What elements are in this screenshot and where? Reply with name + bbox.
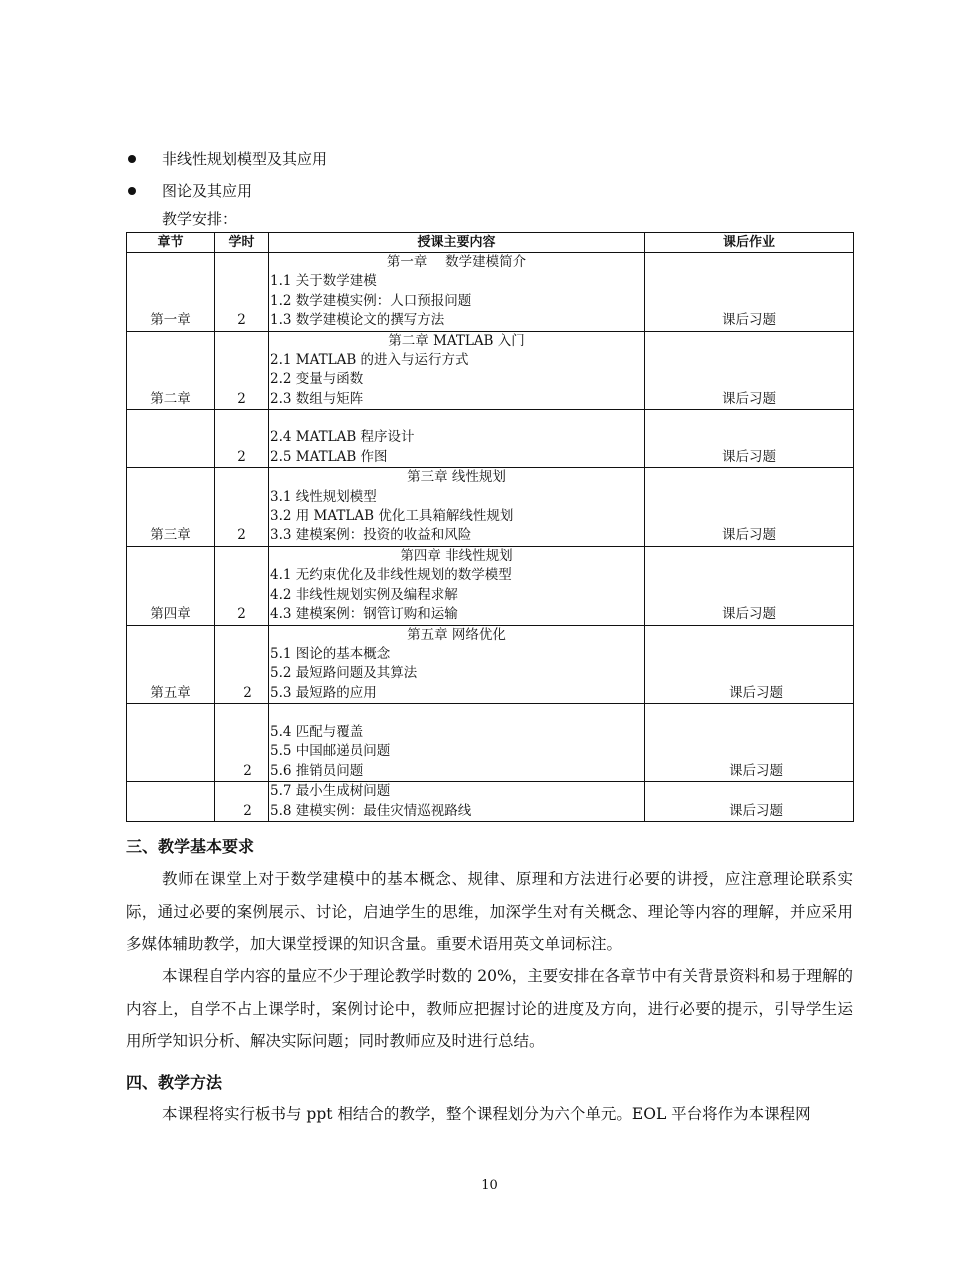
cell-hours: 2 bbox=[215, 468, 269, 547]
content-line: 5.8 建模实例：最佳灾情巡视路线 bbox=[270, 802, 472, 819]
table-row bbox=[127, 704, 854, 782]
content-line: 3.1 线性规划模型 bbox=[270, 488, 377, 505]
header-chapter: 章节 bbox=[127, 233, 215, 253]
header-homework: 课后作业 bbox=[645, 233, 854, 253]
cell-homework: 课后习题 bbox=[645, 410, 854, 468]
content-line: 5.1 图论的基本概念 bbox=[270, 645, 391, 662]
cell-hours: 2 bbox=[215, 253, 269, 332]
cell-hours: 2 bbox=[215, 546, 269, 625]
cell-homework: 课后习题 bbox=[645, 704, 854, 782]
bullet-dot-icon bbox=[128, 187, 136, 195]
cell-hours: 2 bbox=[215, 782, 269, 822]
cell-chapter bbox=[127, 410, 215, 468]
content-line: 4.1 无约束优化及非线性规划的数学模型 bbox=[270, 567, 512, 584]
section-3-heading: 三、教学基本要求 bbox=[126, 837, 255, 856]
content-line: 2.2 变量与函数 bbox=[270, 371, 364, 388]
table-header-row bbox=[127, 233, 854, 253]
cell-content bbox=[269, 253, 645, 332]
cell-chapter: 第一章 bbox=[127, 253, 215, 332]
cell-content bbox=[269, 546, 645, 625]
content-line: 2.3 数组与矩阵 bbox=[270, 390, 364, 407]
bullet-item bbox=[128, 175, 327, 207]
content-title: 第三章 线性规划 bbox=[407, 469, 506, 486]
cell-chapter: 第四章 bbox=[127, 546, 215, 625]
table-row bbox=[127, 546, 854, 625]
content-line: 5.5 中国邮递员问题 bbox=[270, 743, 391, 760]
content-line: 5.3 最短路的应用 bbox=[270, 684, 377, 701]
content-line: 4.3 建模案例：钢管订购和运输 bbox=[270, 606, 458, 623]
cell-homework: 课后习题 bbox=[645, 625, 854, 704]
content-line: 2.1 MATLAB 的进入与运行方式 bbox=[270, 352, 469, 369]
table-row bbox=[127, 253, 854, 332]
header-hours: 学时 bbox=[215, 233, 269, 253]
cell-content bbox=[269, 704, 645, 782]
table-row bbox=[127, 782, 854, 822]
section-3-paragraph-2: 本课程自学内容的量应不少于理论教学时数的 20%，主要安排在各章节中有关背景资料和易于理解的内容上，自学不占上课学时，案例讨论中，教师应把握讨论的进度及方向，进行必要的提示，引导学生运用所学知识分析、解决实际问题；同时教师应及时进行总结。 bbox=[126, 967, 853, 1050]
table-row bbox=[127, 410, 854, 468]
cell-chapter: 第三章 bbox=[127, 468, 215, 547]
bullet-item bbox=[128, 143, 327, 175]
section-4-heading: 四、教学方法 bbox=[126, 1073, 223, 1092]
cell-hours: 2 bbox=[215, 331, 269, 410]
cell-hours: 2 bbox=[215, 704, 269, 782]
content-line: 3.2 用 MATLAB 优化工具箱解线性规划 bbox=[270, 508, 514, 525]
cell-homework: 课后习题 bbox=[645, 253, 854, 332]
bullet-text: 非线性规划模型及其应用 bbox=[162, 150, 328, 168]
bullet-text: 图论及其应用 bbox=[162, 182, 253, 200]
content-line: 3.3 建模案例：投资的收益和风险 bbox=[270, 527, 472, 544]
section-4-paragraph-1: 本课程将实行板书与 ppt 相结合的教学，整个课程划分为六个单元。EOL 平台将作为本课程网 bbox=[162, 1105, 811, 1123]
cell-homework: 课后习题 bbox=[645, 782, 854, 822]
header-content: 授课主要内容 bbox=[269, 233, 645, 253]
cell-content bbox=[269, 410, 645, 468]
cell-hours: 2 bbox=[215, 410, 269, 468]
schedule-label: 教学安排： bbox=[162, 210, 238, 228]
content-title: 第二章 MATLAB 入门 bbox=[388, 332, 525, 349]
content-line: 5.7 最小生成树问题 bbox=[270, 783, 391, 800]
content-title: 第四章 非线性规划 bbox=[400, 547, 513, 564]
schedule-table bbox=[126, 232, 854, 822]
content-line: 5.4 匹配与覆盖 bbox=[270, 723, 364, 740]
table-row bbox=[127, 625, 854, 704]
content-line: 1.1 关于数学建模 bbox=[270, 273, 377, 290]
cell-hours: 2 bbox=[215, 625, 269, 704]
content-line: 5.2 最短路问题及其算法 bbox=[270, 665, 418, 682]
content-line: 2.4 MATLAB 程序设计 bbox=[270, 429, 415, 446]
cell-homework: 课后习题 bbox=[645, 546, 854, 625]
table-body bbox=[127, 253, 854, 822]
section-3-paragraph-1: 教师在课堂上对于数学建模中的基本概念、规律、原理和方法进行必要的讲授，应注意理论联系实际，通过必要的案例展示、讨论，启迪学生的思维，加深学生对有关概念、理论等内容的理解，并应采用多媒体辅助教学，加大课堂授课的知识含量。重要术语用英文单词标注。 bbox=[126, 870, 853, 953]
content-title: 第五章 网络优化 bbox=[407, 626, 506, 643]
cell-chapter: 第五章 bbox=[127, 625, 215, 704]
content-line: 4.2 非线性规划实例及编程求解 bbox=[270, 586, 458, 603]
table-row bbox=[127, 331, 854, 410]
cell-homework: 课后习题 bbox=[645, 468, 854, 547]
cell-content bbox=[269, 625, 645, 704]
table-row bbox=[127, 468, 854, 547]
cell-content bbox=[269, 782, 645, 822]
cell-content bbox=[269, 331, 645, 410]
bullet-dot-icon bbox=[128, 155, 136, 163]
page-number: 10 bbox=[481, 1178, 498, 1193]
bullet-list bbox=[128, 143, 327, 207]
cell-chapter bbox=[127, 782, 215, 822]
content-title: 第一章 数学建模简介 bbox=[386, 254, 527, 270]
cell-chapter bbox=[127, 704, 215, 782]
content-line: 2.5 MATLAB 作图 bbox=[270, 448, 388, 465]
content-line: 1.2 数学建模实例：人口预报问题 bbox=[270, 292, 472, 309]
cell-chapter: 第二章 bbox=[127, 331, 215, 410]
cell-content bbox=[269, 468, 645, 547]
content-line: 5.6 推销员问题 bbox=[270, 762, 364, 779]
content-line: 1.3 数学建模论文的撰写方法 bbox=[270, 312, 445, 329]
cell-homework: 课后习题 bbox=[645, 331, 854, 410]
